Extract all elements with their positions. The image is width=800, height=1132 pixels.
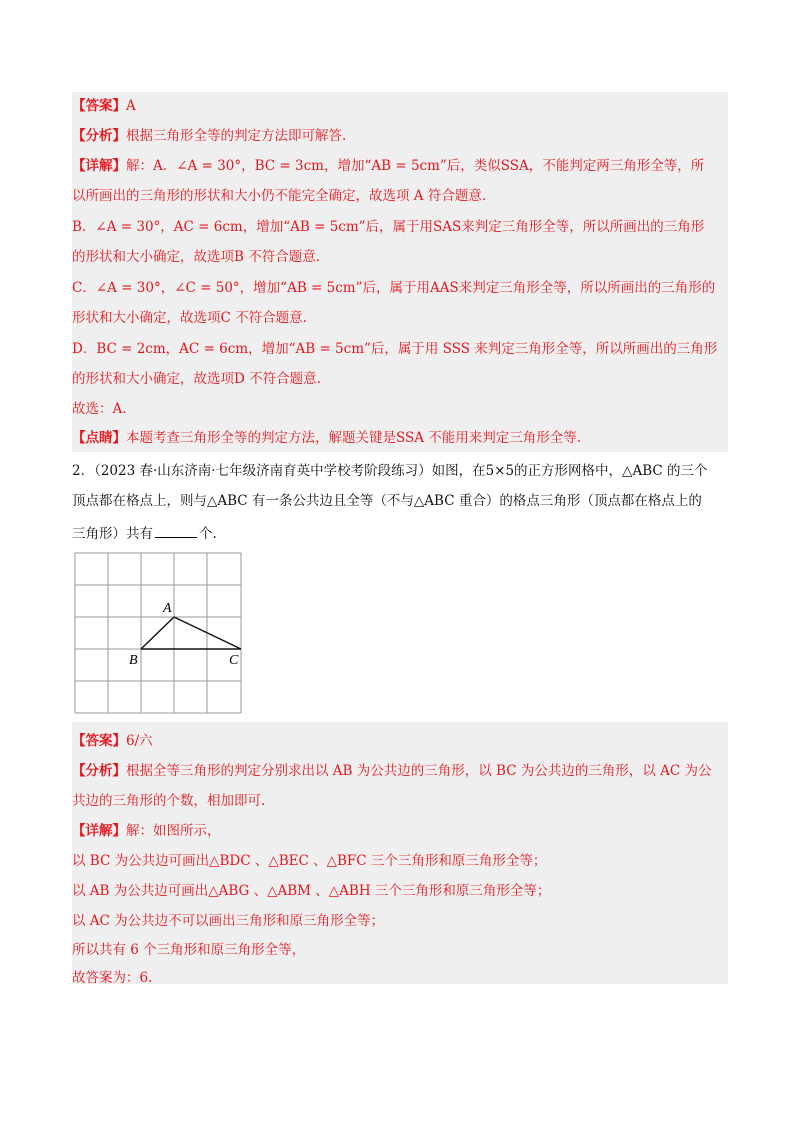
ac-line: 以 AC 为公共边不可以画出三角形和原三角形全等；	[72, 913, 385, 929]
option-c-line-1: C．∠A = 30°，∠C = 50°，增加“AB = 5cm”后，属于用AAS来判定三角形全等，所以所画出的三角形的	[72, 280, 716, 296]
grid-figure	[74, 552, 248, 714]
total-line: 所以共有 6 个三角形和原三角形全等，	[72, 942, 306, 958]
analysis-text-2: 根据全等三角形的判定分别求出以 AB 为公共边的三角形，以 BC 为公共边的三角形，以 AC 为公	[126, 763, 712, 779]
analysis-text: 根据三角形全等的判定方法即可解答.	[126, 128, 347, 144]
detail-tag-2: 【详解】	[72, 823, 126, 839]
answer-tag: 【答案】	[72, 98, 126, 114]
answer-line-1	[72, 96, 136, 116]
option-b-line-2: 的形状和大小确定，故选项B 不符合题意.	[72, 249, 321, 265]
detail-tag: 【详解】	[72, 158, 126, 174]
comment-tag: 【点睛】	[72, 430, 126, 446]
comment-text: 本题考查三角形全等的判定方法，解题关键是SSA 不能用来判定三角形全等.	[126, 430, 582, 446]
label-a: A	[163, 601, 172, 616]
question-line-3-text: 三角形）共有	[72, 526, 153, 542]
answer-blank	[155, 523, 197, 538]
option-b-line-1: B．∠A = 30°，AC = 6cm，增加“AB = 5cm”后，属于用SAS来判定三角形全等，所以所画出的三角形	[72, 219, 705, 235]
option-d-line-1: D．BC = 2cm，AC = 6cm，增加“AB = 5cm”后，属于用 SSS 来判定三角形全等，所以所画出的三角形	[72, 341, 718, 357]
detail-line-1	[72, 156, 704, 176]
segment-ab	[141, 617, 174, 649]
option-c-line-2: 形状和大小确定，故选项C 不符合题意.	[72, 310, 307, 326]
comment-line	[72, 428, 581, 448]
detail-line-2a	[72, 821, 221, 841]
triangle-abc	[141, 617, 241, 649]
option-d-line-2: 的形状和大小确定，故选项D 不符合题意.	[72, 371, 321, 387]
answer-panel-1	[72, 92, 728, 452]
detail-text-2: 解：如图所示，	[126, 823, 221, 839]
analysis-line-1	[72, 126, 346, 146]
label-c: C	[229, 653, 239, 668]
analysis-tag: 【分析】	[72, 128, 126, 144]
label-b: B	[129, 653, 138, 668]
ab-line: 以 AB 为公共边可画出△ABG 、△ABM 、△ABH 三个三角形和原三角形全等；	[72, 883, 551, 899]
answer-value: A	[126, 98, 136, 114]
question-line-2: 顶点都在格点上，则与△ABC 有一条公共边且全等（不与△ABC 重合）的格点三角形（顶点都在格点上的	[72, 493, 702, 509]
answer-tag-2: 【答案】	[72, 733, 126, 749]
analysis-tag-2: 【分析】	[72, 763, 126, 779]
choose-line: 故选：A.	[72, 401, 127, 417]
detail-line: 解：A．∠A = 30°，BC = 3cm，增加“AB = 5cm”后，类似SSA，不能判定两三角形全等，所	[126, 158, 705, 174]
question-line-3-end: 个.	[199, 526, 217, 542]
analysis-line-2b: 共边的三角形的个数，相加即可.	[72, 793, 266, 809]
question-line-1: 2．（2023 春·山东济南·七年级济南育英中学校考阶段练习）如图，在5×5的正方形网格中，△ABC 的三个	[72, 463, 708, 479]
answer-value-2: 6/六	[126, 733, 153, 749]
answer-line-2	[72, 731, 153, 751]
detail-line-2: 以所画出的三角形的形状和大小仍不能完全确定，故选项 A 符合题意.	[72, 188, 487, 204]
analysis-line-2	[72, 761, 712, 781]
question-line-3	[72, 523, 217, 544]
bc-line: 以 BC 为公共边可画出△BDC 、△BEC 、△BFC 三个三角形和原三角形全等；	[72, 853, 547, 869]
final-line: 故答案为：6.	[72, 970, 153, 986]
